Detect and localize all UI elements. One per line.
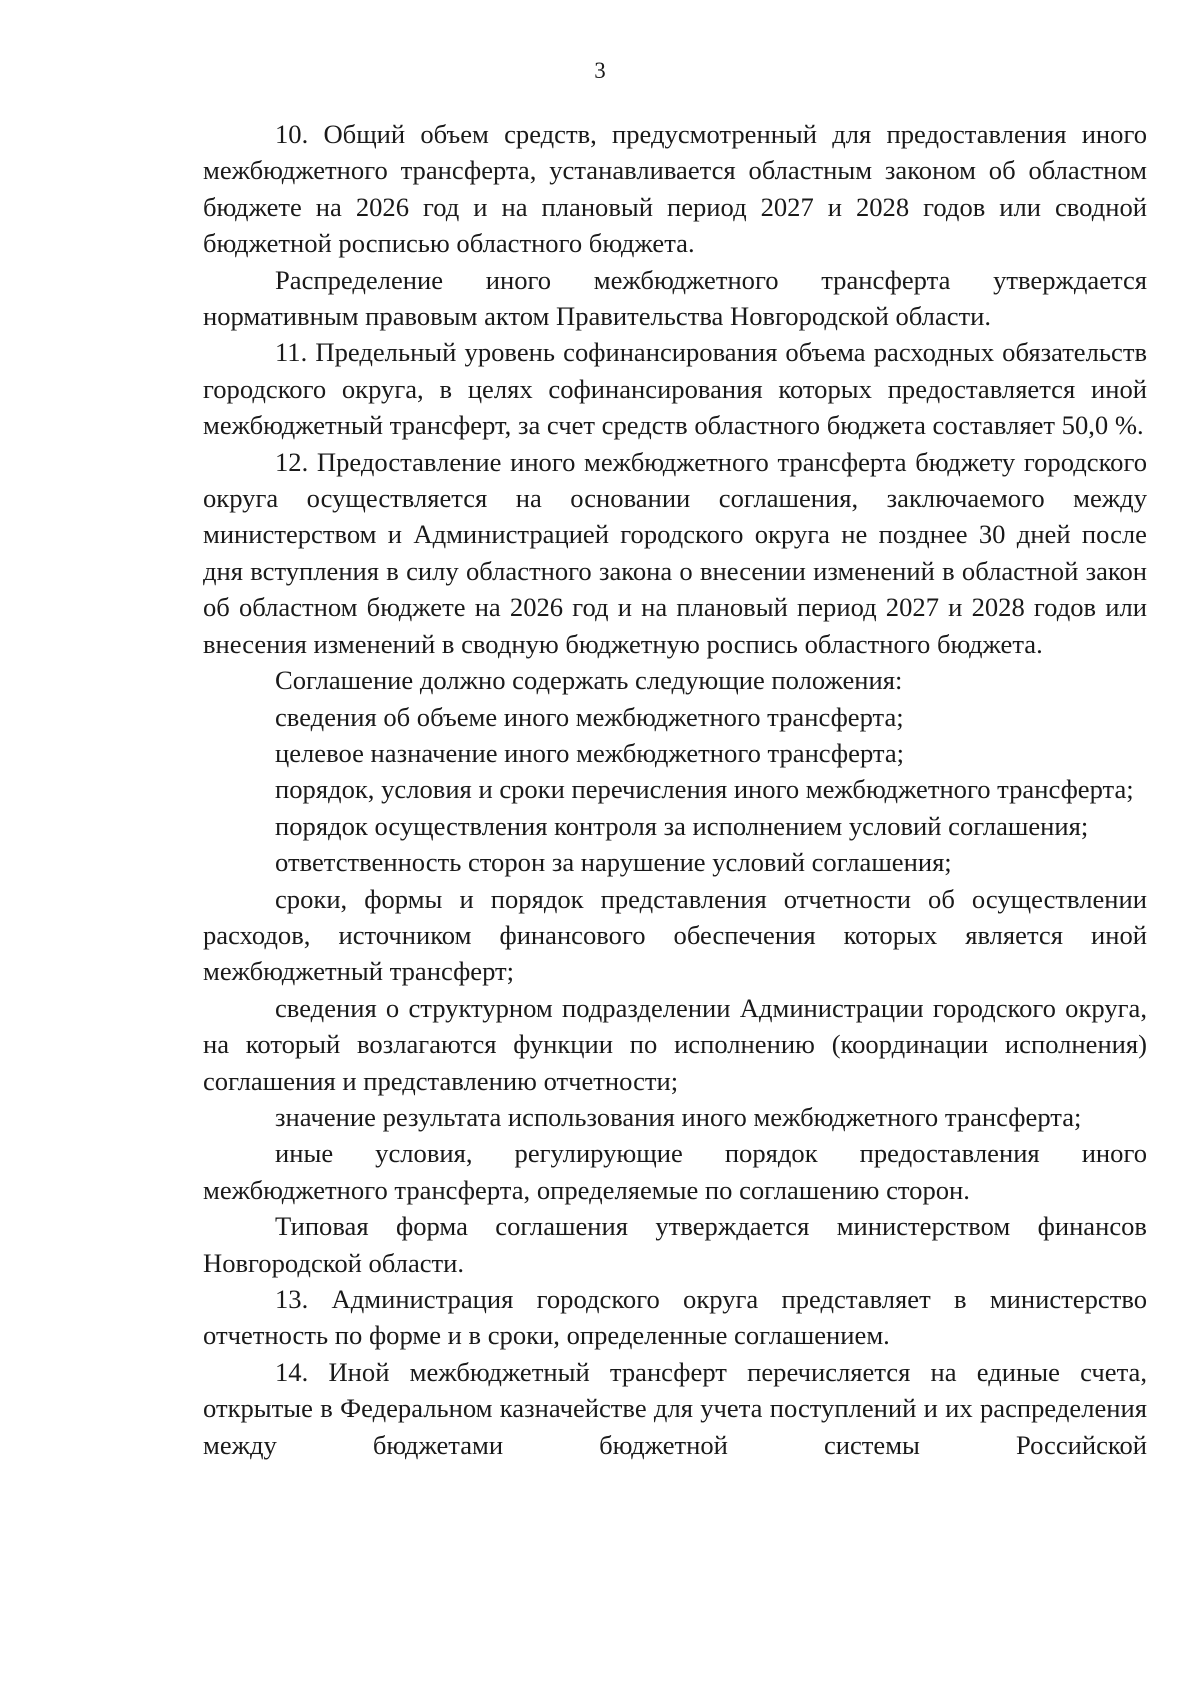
- paragraph-item-volume: сведения об объеме иного межбюджетного трансферта;: [275, 701, 904, 732]
- paragraph-11: 11. Предельный уровень софинансирования объема расходных обязательств городского округа, в целях софинансирования которых предоставляется иной межбюджетный трансферт, за счет средств областного бюджета составляет 50,0 %.: [203, 337, 1147, 441]
- paragraph-agreement-intro: Соглашение должно содержать следующие положения:: [275, 665, 903, 696]
- paragraph-item-responsibility: ответственность сторон за нарушение условий соглашения;: [275, 847, 952, 878]
- paragraph-item-structural-unit: сведения о структурном подразделении Администрации городского округа, на который возлагаются функции по исполнению (координации исполнения) соглашения и представлению отчетности;: [203, 992, 1147, 1096]
- paragraph-item-transfer-order: порядок, условия и сроки перечисления иного межбюджетного трансферта;: [275, 774, 1134, 805]
- page-number: 3: [594, 58, 606, 83]
- paragraph-item-control: порядок осуществления контроля за исполнением условий соглашения;: [275, 810, 1089, 841]
- paragraph-14: 14. Иной межбюджетный трансферт перечисляется на единые счета, открытые в Федеральном казначействе для учета поступлений и их распределения между бюджетами бюджетной системы Российской: [203, 1356, 1147, 1460]
- paragraph-standard-form: Типовая форма соглашения утверждается министерством финансов Новгородской области.: [203, 1211, 1147, 1278]
- paragraph-13: 13. Администрация городского округа представляет в министерство отчетность по форме и в сроки, определенные соглашением.: [203, 1284, 1147, 1351]
- paragraph-item-purpose: целевое назначение иного межбюджетного трансферта;: [275, 737, 905, 768]
- paragraph-item-reporting: сроки, формы и порядок представления отчетности об осуществлении расходов, источником финансового обеспечения которых является иной межбюджетный трансферт;: [203, 883, 1147, 987]
- paragraph-10: 10. Общий объем средств, предусмотренный для предоставления иного межбюджетного трансферта, устанавливается областным законом об областном бюджете на 2026 год и на плановый период 2027 и 2028 годов или сводной бюджетной росписью областного бюджета.: [203, 119, 1147, 259]
- document-body: [203, 116, 1147, 1463]
- paragraph-item-result: значение результата использования иного межбюджетного трансферта;: [275, 1101, 1082, 1132]
- paragraph-distribution: Распределение иного межбюджетного трансферта утверждается нормативным правовым актом Правительства Новгородской области.: [203, 264, 1147, 332]
- paragraph-12: 12. Предоставление иного межбюджетного трансферта бюджету городского округа осуществляется на основании соглашения, заключаемого между министерством и Администрацией городского округа не позднее 30 дней после дня вступления в силу областного закона о внесении изменений в областной закон об областном бюджете на 2026 год и на плановый период 2027 и 2028 годов или внесения изменений в сводную бюджетную роспись областного бюджета.: [203, 446, 1147, 659]
- paragraph-item-other-conditions: иные условия, регулирующие порядок предоставления иного межбюджетного трансферта, определяемые по соглашению сторон.: [203, 1138, 1147, 1205]
